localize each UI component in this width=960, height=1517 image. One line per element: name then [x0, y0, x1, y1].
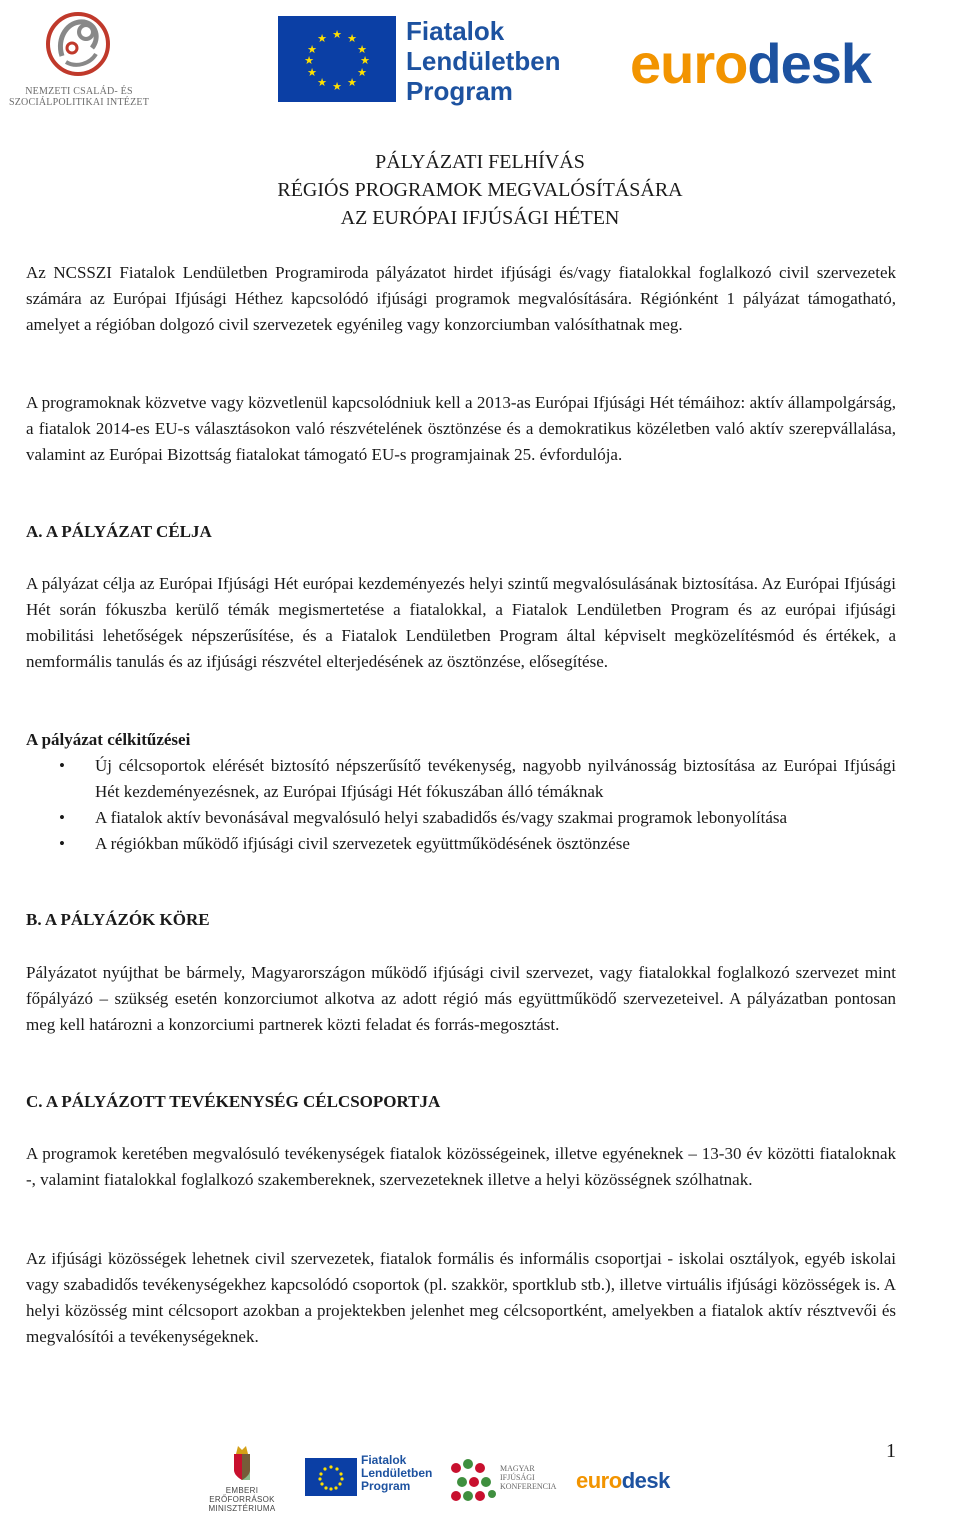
- ncsszi-logo-text: [4, 86, 154, 108]
- footer: [0, 1428, 960, 1517]
- goal-item-2: • A fiatalok aktív bevonásával megvalósuló helyi szabadidős és/vagy szakmai programok lebonyolítása: [26, 805, 896, 831]
- mik-figures-icon: [446, 1454, 502, 1508]
- svg-text:★: ★: [347, 32, 357, 45]
- footer-flp-line1: Fiatalok: [361, 1453, 407, 1467]
- emmi-logo: [192, 1442, 292, 1512]
- header-logos: [0, 0, 960, 120]
- page-number: 1: [886, 1440, 896, 1462]
- svg-text:★: ★: [332, 28, 342, 41]
- footer-flp-line2: Lendületben: [361, 1466, 433, 1480]
- section-b-heading: B. A PÁLYÁZÓK KÖRE: [26, 910, 210, 929]
- section-a-paragraph: A pályázat célja az Európai Ifjúsági Hét európai kezdeményezés helyi szintű megvalósulásának biztosítása. Az Európai Ifjúsági Hét során fókuszba kerülő témák megismertetése a fiatalokkal, a Fiatalok Lendületben Program és az európai ifjúsági mobilitási lehetőségek népszerűsítése, és a Fiatalok Lendületben Program által képviselt megközelítésmód és értékek, a nemformális tanulás és az ifjúsági részvétel elterjedésének az ösztönzése, elősegítése.: [26, 574, 896, 671]
- document-title: [0, 148, 960, 232]
- hungarian-coat-of-arms-icon: [230, 1442, 254, 1482]
- svg-text:★: ★: [307, 43, 317, 56]
- goals-heading: A pályázat célkitűzései: [26, 730, 191, 749]
- intro-paragraph-1: Az NCSSZI Fiatalok Lendületben Programiroda pályázatot hirdet ifjúsági és/vagy fiatalokkal foglalkozó civil szervezetek számára az Európai Ifjúsági Héthez kapcsolódó ifjúsági programok megvalósítására. Régiónként 1 pályázat támogatható, amelyet a régióban dolgozó civil szervezetek egyénileg vagy konzorciumban valósíthatnak meg.: [26, 263, 896, 334]
- intro-paragraph-2: A programoknak közvetve vagy közvetlenül kapcsolódniuk kell a 2013-as Európai Ifjúsági Hét témáihoz: aktív állampolgárság, a fiatalok 2014-es EU-s választásokon való részvételének ösztönzése és a demokratikus közéletben való aktív szerepvállalása, valamint az Európai Bizottság fiatalokat támogató EU-s programjainak 25. évfordulója.: [26, 393, 896, 464]
- mik-line1: MAGYAR: [500, 1464, 535, 1473]
- svg-text:★: ★: [357, 66, 367, 79]
- svg-text:★: ★: [360, 54, 370, 67]
- eu-flag-icon: [278, 16, 396, 102]
- flp-line2: Lendületben: [406, 46, 561, 76]
- eurodesk-logo-desk: desk: [747, 32, 871, 95]
- svg-text:★: ★: [304, 54, 314, 67]
- emmi-line2: MINISZTÉRIUMA: [208, 1504, 276, 1513]
- ncsszi-family-icon: [42, 4, 114, 84]
- section-c-paragraph-2-block: [26, 1246, 896, 1350]
- footer-flp-logo: [305, 1454, 455, 1502]
- section-a-heading: A. A PÁLYÁZAT CÉLJA: [26, 522, 212, 541]
- magyar-ifjusagi-konferencia-logo: [446, 1454, 566, 1508]
- ncsszi-line2: SZOCIÁLPOLITIKAI INTÉZET: [8, 97, 150, 108]
- section-a-heading-block: [26, 519, 896, 545]
- intro-paragraph-2-block: [26, 390, 896, 468]
- fiatalok-lenduletben-logo: [278, 16, 578, 106]
- footer-eurodesk-euro: euro: [576, 1468, 622, 1493]
- mik-line2: IFJÚSÁGI: [500, 1473, 535, 1482]
- mik-line3: KONFERENCIA: [500, 1482, 557, 1491]
- svg-text:★: ★: [307, 66, 317, 79]
- goals-block: [26, 727, 896, 857]
- ncsszi-line1: NEMZETI CSALÁD- ÉS: [25, 86, 133, 97]
- title-line3: AZ EURÓPAI IFJÚSÁGI HÉTEN: [340, 207, 620, 229]
- eurodesk-logo-euro: euro: [630, 32, 748, 95]
- eurodesk-logo: [630, 34, 871, 94]
- footer-flp-line3: Program: [361, 1479, 411, 1493]
- emmi-line1: EMBERI ERŐFORRÁSOK: [209, 1486, 275, 1504]
- section-c-paragraph-1: A programok keretében megvalósuló tevékenységek fiatalok közösségeinek, illetve egyéneknek – 13-30 év közötti fiataloknak -, valamint fiatalokkal foglalkozó szakembereknek, szervezeteknek illetve a helyi közösségnek szólhatnak.: [26, 1144, 896, 1189]
- svg-text:★: ★: [347, 76, 357, 89]
- footer-eurodesk-logo: [576, 1468, 670, 1494]
- flp-line3: Program: [406, 76, 513, 106]
- mik-text: [500, 1464, 556, 1491]
- ncsszi-logo: [4, 4, 154, 108]
- footer-flp-text: [361, 1454, 432, 1493]
- section-c-paragraph-1-block: [26, 1141, 896, 1193]
- section-b-paragraph-block: [26, 960, 896, 1038]
- section-c-heading: C. A PÁLYÁZOTT TEVÉKENYSÉG CÉLCSOPORTJA: [26, 1092, 441, 1111]
- goal-item-1: • Új célcsoportok elérését biztosító népszerűsítő tevékenység, nagyobb nyilvánosság biztosítása az Európai Ifjúsági Hét kezdeményezésnek, az Európai Ifjúsági Hét fókuszában álló témáknak: [26, 753, 896, 805]
- section-b-paragraph: Pályázatot nyújthat be bármely, Magyarországon működő ifjúsági civil szervezet, vagy fiatalokkal foglalkozó szervezet mint főpályázó – szükség esetén konzorciumot alkotva az adott régió más együttműködő szervezeteivel. A pályázatban pontosan meg kell határozni a konzorciumi partnerek közti feladat és forrás-megosztást.: [26, 963, 896, 1034]
- goals-list: [26, 753, 896, 857]
- goal-item-3: • A régiókban működő ifjúsági civil szervezetek együttműködésének ösztönzése: [26, 831, 896, 857]
- title-line1: PÁLYÁZATI FELHÍVÁS: [375, 151, 585, 173]
- footer-eu-flag-icon: [305, 1458, 357, 1496]
- svg-text:★: ★: [317, 76, 327, 89]
- flp-line1: Fiatalok: [406, 16, 505, 46]
- footer-eurodesk-desk: desk: [621, 1468, 670, 1493]
- section-a-paragraph-block: [26, 571, 896, 675]
- svg-text:★: ★: [317, 32, 327, 45]
- section-b-heading-block: [26, 907, 896, 933]
- svg-text:★: ★: [357, 43, 367, 56]
- svg-text:★: ★: [332, 80, 342, 93]
- section-c-heading-block: [26, 1089, 896, 1115]
- flp-logo-text: [406, 16, 561, 106]
- title-line2: RÉGIÓS PROGRAMOK MEGVALÓSÍTÁSÁRA: [277, 179, 683, 201]
- intro-paragraph-1-block: [26, 260, 896, 338]
- section-c-paragraph-2: Az ifjúsági közösségek lehetnek civil szervezetek, fiatalok formális és informális csoportjai - iskolai osztályok, egyéb iskolai vagy szabadidős tevékenységekhez kapcsolódó csoportok (pl. szakkör, sportklub stb.), illetve virtuális ifjúsági közösségek is. A helyi közösség mint célcsoport azokban a projektekben jelenhet meg célcsoportként, amelyekben a fiatalok aktív résztvevői és megvalósítói a tevékenységeknek.: [26, 1249, 896, 1346]
